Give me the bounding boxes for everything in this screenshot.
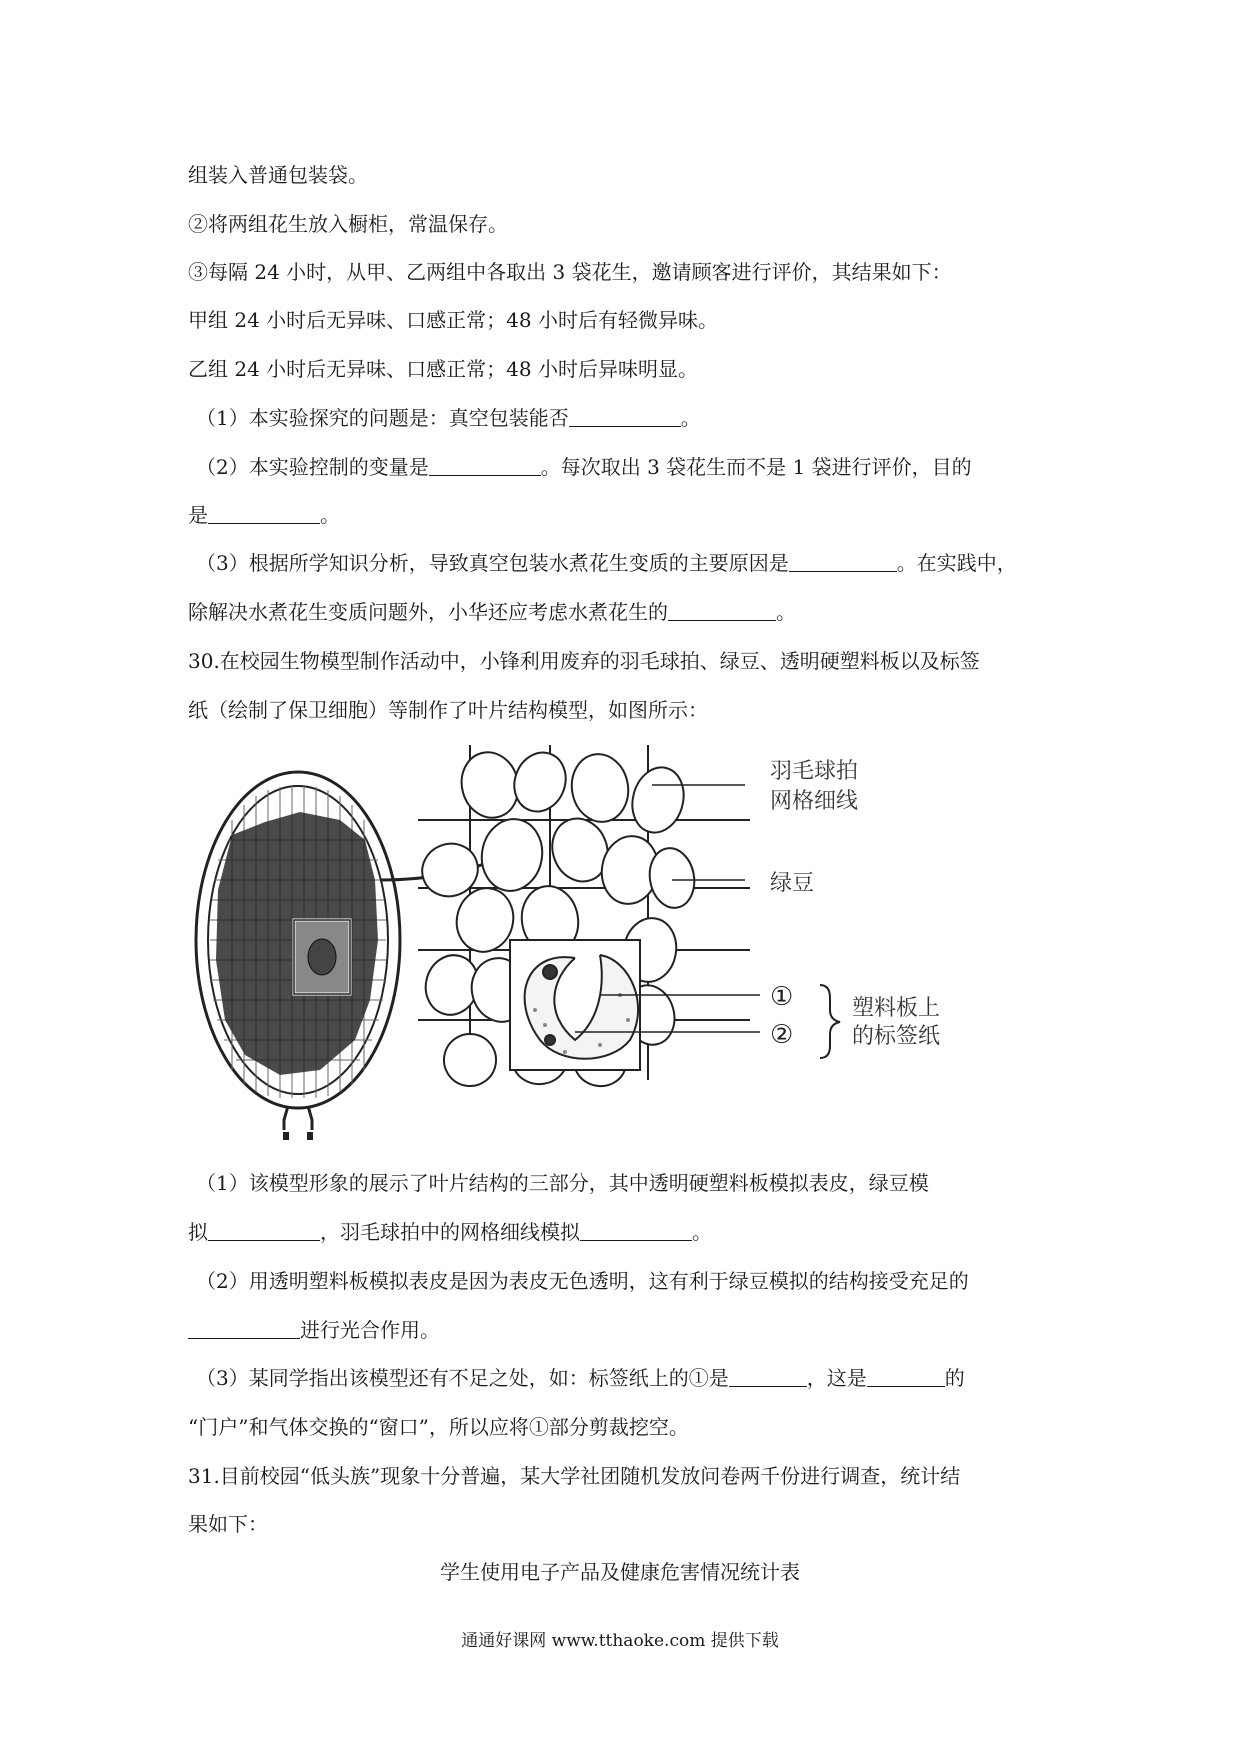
- question-text: 。在实践中，: [896, 551, 1017, 575]
- question-text: （1）本实验探究的问题是：真空包装能否: [196, 406, 569, 430]
- racket-illustration: [196, 772, 400, 1140]
- answer-blank[interactable]: [729, 1366, 807, 1387]
- guard-cell-label: [510, 940, 640, 1070]
- question-text: ，羽毛球拍中的网格细线模拟: [320, 1220, 580, 1244]
- question-text: （2）本实验控制的变量是: [196, 455, 429, 479]
- answer-blank[interactable]: [580, 1220, 692, 1241]
- label-plate-2: 的标签纸: [852, 1024, 941, 1049]
- text-line: 乙组 24 小时后无异味、口感正常；48 小时后异味明显。: [188, 357, 698, 381]
- text-line: ②将两组花生放入橱柜，常温保存。: [188, 212, 508, 236]
- question-text: 。: [680, 406, 701, 430]
- question-text: 。: [320, 503, 340, 527]
- answer-blank[interactable]: [188, 1318, 300, 1339]
- question-text: 。: [692, 1220, 712, 1244]
- question-text: 的: [944, 1366, 965, 1390]
- label-net-1: 羽毛球拍: [770, 759, 859, 784]
- answer-blank[interactable]: [429, 455, 541, 476]
- question-30-cont: 纸（绘制了保卫细胞）等制作了叶片结构模型，如图所示：: [188, 698, 708, 722]
- question-text: 。: [776, 600, 796, 624]
- sub-question-1: （1）该模型形象的展示了叶片结构的三部分，其中透明硬塑料板模拟表皮，绿豆模: [196, 1171, 929, 1195]
- label-plate-1: 塑料板上: [852, 996, 941, 1021]
- question-text: 拟: [188, 1220, 208, 1244]
- label-1: ①: [770, 982, 794, 1012]
- label-2: ②: [770, 1020, 794, 1050]
- question-text: 除解决水煮花生变质问题外，小华还应考虑水煮花生的: [188, 600, 668, 624]
- question-1: [196, 404, 701, 432]
- label-net-2: 网格细线: [770, 789, 859, 814]
- question-3-cont: [188, 598, 796, 626]
- answer-blank[interactable]: [208, 503, 320, 524]
- sub-question-3-cont: “门户”和气体交换的“窗口”，所以应将①部分剪裁挖空。: [188, 1415, 689, 1439]
- sub-question-2-cont: [188, 1316, 440, 1344]
- question-31-cont: 果如下：: [188, 1512, 268, 1536]
- question-text: 。每次取出 3 袋花生而不是 1 袋进行评价，目的: [540, 455, 972, 479]
- question-2: [196, 453, 972, 481]
- question-text: ，这是: [806, 1366, 867, 1390]
- footer: 通通好课网 www.tthaoke.com 提供下载: [461, 1631, 779, 1651]
- label-bean: 绿豆: [770, 871, 815, 896]
- brace-icon: [820, 985, 840, 1058]
- question-text: （3）某同学指出该模型还有不足之处，如：标签纸上的①是: [196, 1366, 729, 1390]
- question-30: 30.在校园生物模型制作活动中，小锋利用废弃的羽毛球拍、绿豆、透明硬塑料板以及标签: [188, 649, 980, 673]
- text-line: 甲组 24 小时后无异味、口感正常；48 小时后有轻微异味。: [188, 308, 718, 332]
- sub-question-2: （2）用透明塑料板模拟表皮是因为表皮无色透明，这有利于绿豆模拟的结构接受充足的: [196, 1269, 969, 1293]
- answer-blank[interactable]: [208, 1220, 320, 1241]
- text-line: ③每隔 24 小时，从甲、乙两组中各取出 3 袋花生，邀请顾客进行评价，其结果如下：: [188, 260, 952, 284]
- question-text: （3）根据所学知识分析，导致真空包装水煮花生变质的主要原因是: [196, 551, 789, 575]
- question-text: 进行光合作用。: [300, 1318, 440, 1342]
- question-text: 是: [188, 503, 208, 527]
- sub-question-3: [196, 1364, 965, 1392]
- answer-blank[interactable]: [867, 1366, 945, 1387]
- question-3: [196, 549, 1017, 577]
- answer-blank[interactable]: [668, 600, 776, 621]
- question-2-cont: [188, 501, 340, 529]
- table-title: 学生使用电子产品及健康危害情况统计表: [440, 1560, 800, 1584]
- text-line: 组装入普通包装袋。: [188, 163, 368, 187]
- answer-blank[interactable]: [569, 406, 681, 427]
- question-31: 31.目前校园“低头族”现象十分普遍，某大学社团随机发放问卷两千份进行调查，统计结: [188, 1464, 961, 1488]
- sub-question-1-cont: [188, 1218, 712, 1246]
- answer-blank[interactable]: [789, 551, 897, 572]
- leaf-model-figure: [180, 740, 1080, 1140]
